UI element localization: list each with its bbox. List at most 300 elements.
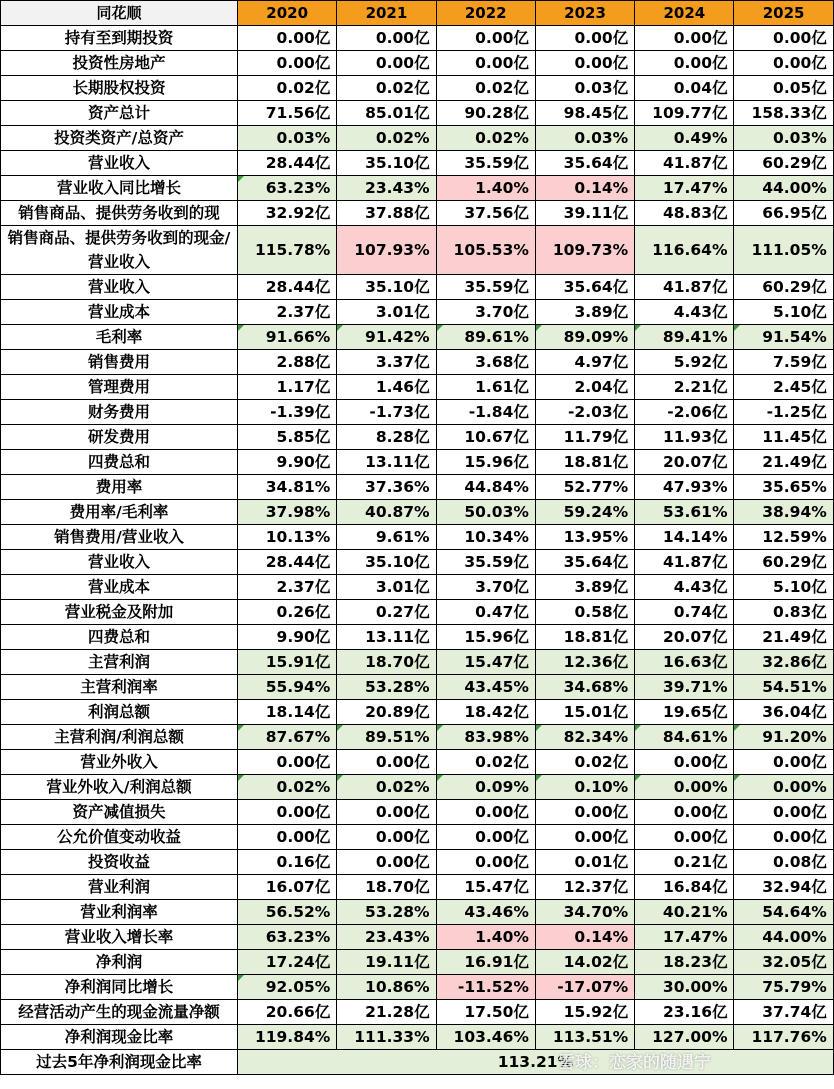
value-cell: 60.29亿 [734, 151, 833, 176]
table-row [1, 101, 834, 126]
value-cell: -1.73亿 [337, 400, 436, 425]
value-cell: 15.47亿 [436, 650, 535, 675]
value-cell: 16.84亿 [635, 875, 734, 900]
table-row [1, 201, 834, 226]
row-label: 营业收入 [1, 151, 238, 176]
value-cell: 90.28亿 [436, 101, 535, 126]
row-label: 营业收入 [1, 550, 238, 575]
value-cell: 0.00亿 [734, 800, 833, 825]
value-cell: 23.16亿 [635, 1000, 734, 1025]
table-row [1, 1025, 834, 1050]
table-row [1, 900, 834, 925]
table-row [1, 26, 834, 51]
table-row [1, 675, 834, 700]
value-cell: 40.21% [635, 900, 734, 925]
value-cell: 40.87% [337, 500, 436, 525]
value-cell: 0.10% [535, 775, 634, 800]
value-cell: 56.52% [238, 900, 337, 925]
table-row [1, 300, 834, 325]
value-cell: 28.44亿 [238, 275, 337, 300]
value-cell: 105.53% [436, 226, 535, 275]
value-cell: 113.51% [535, 1025, 634, 1050]
value-cell: -2.06亿 [635, 400, 734, 425]
value-cell: 37.56亿 [436, 201, 535, 226]
value-cell: 3.89亿 [535, 575, 634, 600]
value-cell: 23.43% [337, 176, 436, 201]
value-cell: 0.00亿 [337, 850, 436, 875]
row-label: 营业外收入/利润总额 [1, 775, 238, 800]
value-cell: 0.00亿 [635, 825, 734, 850]
value-cell: 98.45亿 [535, 101, 634, 126]
year-header: 2024 [635, 1, 734, 26]
value-cell: 2.37亿 [238, 575, 337, 600]
year-header: 2023 [535, 1, 634, 26]
value-cell: 3.89亿 [535, 300, 634, 325]
value-cell: 13.11亿 [337, 625, 436, 650]
value-cell: 111.33% [337, 1025, 436, 1050]
value-cell: 3.01亿 [337, 575, 436, 600]
value-cell: 39.71% [635, 675, 734, 700]
value-cell: 54.51% [734, 675, 833, 700]
row-label: 利润总额 [1, 700, 238, 725]
value-cell: 43.46% [436, 900, 535, 925]
value-cell: 18.23亿 [635, 950, 734, 975]
value-cell: 50.03% [436, 500, 535, 525]
value-cell: 0.58亿 [535, 600, 634, 625]
value-cell: 18.42亿 [436, 700, 535, 725]
value-cell: 0.00亿 [436, 26, 535, 51]
value-cell: 20.66亿 [238, 1000, 337, 1025]
value-cell: 15.01亿 [535, 700, 634, 725]
value-cell: 53.28% [337, 675, 436, 700]
row-label: 管理费用 [1, 375, 238, 400]
row-label: 营业利润率 [1, 900, 238, 925]
table-row [1, 875, 834, 900]
value-cell: 116.64% [635, 226, 734, 275]
year-header: 2021 [337, 1, 436, 26]
value-cell: 91.42% [337, 325, 436, 350]
table-row [1, 700, 834, 725]
value-cell: 0.00亿 [734, 750, 833, 775]
value-cell: 15.92亿 [535, 1000, 634, 1025]
value-cell: 34.81% [238, 475, 337, 500]
watermark: 雪球：恋家的随遇宁 [558, 1053, 711, 1073]
table-row [1, 725, 834, 750]
value-cell: 84.61% [635, 725, 734, 750]
value-cell: 19.65亿 [635, 700, 734, 725]
value-cell: 35.59亿 [436, 151, 535, 176]
value-cell: 17.24亿 [238, 950, 337, 975]
row-label: 净利润同比增长 [1, 975, 238, 1000]
value-cell: 3.70亿 [436, 300, 535, 325]
value-cell: 0.00亿 [436, 850, 535, 875]
value-cell: -11.52% [436, 975, 535, 1000]
value-cell: 0.00亿 [436, 51, 535, 76]
value-cell: 0.27亿 [337, 600, 436, 625]
value-cell: 18.81亿 [535, 450, 634, 475]
value-cell: 1.17亿 [238, 375, 337, 400]
row-label: 公允价值变动收益 [1, 825, 238, 850]
table-row [1, 325, 834, 350]
value-cell: 9.90亿 [238, 450, 337, 475]
value-cell: 17.50亿 [436, 1000, 535, 1025]
value-cell: 9.90亿 [238, 625, 337, 650]
value-cell: 2.04亿 [535, 375, 634, 400]
value-cell: 35.64亿 [535, 550, 634, 575]
row-label: 主营利润率 [1, 675, 238, 700]
value-cell: 0.00亿 [337, 51, 436, 76]
row-label: 营业收入增长率 [1, 925, 238, 950]
value-cell: 53.28% [337, 900, 436, 925]
value-cell: 5.85亿 [238, 425, 337, 450]
row-label: 投资性房地产 [1, 51, 238, 76]
value-cell: 15.47亿 [436, 875, 535, 900]
value-cell: 0.49% [635, 126, 734, 151]
corner-cell: 同花顺 [1, 1, 238, 26]
row-label: 销售商品、提供劳务收到的现 [1, 201, 238, 226]
row-label: 净利润 [1, 950, 238, 975]
value-cell: 0.00亿 [337, 800, 436, 825]
row-label: 营业成本 [1, 300, 238, 325]
value-cell: 11.79亿 [535, 425, 634, 450]
value-cell: 0.02% [337, 126, 436, 151]
value-cell: 0.00亿 [535, 800, 634, 825]
value-cell: 109.73% [535, 226, 634, 275]
table-row [1, 500, 834, 525]
value-cell: 10.13% [238, 525, 337, 550]
row-label: 四费总和 [1, 450, 238, 475]
value-cell: 3.70亿 [436, 575, 535, 600]
value-cell: 92.05% [238, 975, 337, 1000]
value-cell: 87.67% [238, 725, 337, 750]
row-label: 财务费用 [1, 400, 238, 425]
table-row [1, 425, 834, 450]
value-cell: 28.44亿 [238, 550, 337, 575]
row-label: 资产减值损失 [1, 800, 238, 825]
table-row [1, 375, 834, 400]
value-cell: 41.87亿 [635, 550, 734, 575]
value-cell: 0.02% [337, 775, 436, 800]
value-cell: 111.05% [734, 226, 833, 275]
value-cell: 2.37亿 [238, 300, 337, 325]
value-cell: -1.84亿 [436, 400, 535, 425]
value-cell: 35.10亿 [337, 151, 436, 176]
value-cell: 83.98% [436, 725, 535, 750]
value-cell: 0.02亿 [436, 750, 535, 775]
value-cell: 63.23% [238, 176, 337, 201]
row-label: 营业税金及附加 [1, 600, 238, 625]
value-cell: 89.09% [535, 325, 634, 350]
year-header: 2025 [734, 1, 833, 26]
summary-label: 过去5年净利润现金比率 [1, 1050, 238, 1075]
value-cell: 35.65% [734, 475, 833, 500]
value-cell: 0.02亿 [337, 76, 436, 101]
value-cell: 5.10亿 [734, 575, 833, 600]
row-label: 销售费用 [1, 350, 238, 375]
value-cell: 3.37亿 [337, 350, 436, 375]
value-cell: 13.11亿 [337, 450, 436, 475]
value-cell: 0.00% [635, 775, 734, 800]
value-cell: 0.21亿 [635, 850, 734, 875]
table-row [1, 550, 834, 575]
value-cell: 13.95% [535, 525, 634, 550]
value-cell: 0.00亿 [436, 825, 535, 850]
value-cell: 32.05亿 [734, 950, 833, 975]
value-cell: 18.70亿 [337, 650, 436, 675]
table-row [1, 950, 834, 975]
table-row [1, 176, 834, 201]
row-label: 长期股权投资 [1, 76, 238, 101]
value-cell: 34.70% [535, 900, 634, 925]
value-cell: 18.14亿 [238, 700, 337, 725]
table-row [1, 450, 834, 475]
value-cell: 47.93% [635, 475, 734, 500]
value-cell: 21.28亿 [337, 1000, 436, 1025]
value-cell: 75.79% [734, 975, 833, 1000]
table-row [1, 925, 834, 950]
value-cell: 16.63亿 [635, 650, 734, 675]
value-cell: 71.56亿 [238, 101, 337, 126]
value-cell: 0.14% [535, 925, 634, 950]
value-cell: -17.07% [535, 975, 634, 1000]
value-cell: 32.86亿 [734, 650, 833, 675]
value-cell: 35.64亿 [535, 151, 634, 176]
value-cell: 17.47% [635, 176, 734, 201]
value-cell: 9.61% [337, 525, 436, 550]
value-cell: 0.04亿 [635, 76, 734, 101]
value-cell: -1.25亿 [734, 400, 833, 425]
year-header: 2022 [436, 1, 535, 26]
value-cell: 1.40% [436, 925, 535, 950]
value-cell: 82.34% [535, 725, 634, 750]
value-cell: 19.11亿 [337, 950, 436, 975]
value-cell: 0.00亿 [635, 800, 734, 825]
value-cell: 0.00亿 [238, 51, 337, 76]
value-cell: 59.24% [535, 500, 634, 525]
row-label: 营业外收入 [1, 750, 238, 775]
table-row [1, 76, 834, 101]
table-row [1, 475, 834, 500]
value-cell: 0.00亿 [635, 750, 734, 775]
row-label: 持有至到期投资 [1, 26, 238, 51]
table-row [1, 800, 834, 825]
value-cell: 0.26亿 [238, 600, 337, 625]
value-cell: 35.10亿 [337, 275, 436, 300]
summary-row [1, 1050, 834, 1075]
table-row [1, 350, 834, 375]
value-cell: 1.61亿 [436, 375, 535, 400]
value-cell: 0.03% [734, 126, 833, 151]
row-label: 营业成本 [1, 575, 238, 600]
value-cell: 91.54% [734, 325, 833, 350]
value-cell: 0.00亿 [635, 26, 734, 51]
row-label: 营业收入 [1, 275, 238, 300]
value-cell: 38.94% [734, 500, 833, 525]
value-cell: 158.33亿 [734, 101, 833, 126]
table-row [1, 226, 834, 275]
row-label: 净利润现金比率 [1, 1025, 238, 1050]
year-header: 2020 [238, 1, 337, 26]
value-cell: 117.76% [734, 1025, 833, 1050]
value-cell: 89.41% [635, 325, 734, 350]
value-cell: 0.02% [436, 126, 535, 151]
value-cell: 11.93亿 [635, 425, 734, 450]
value-cell: 91.66% [238, 325, 337, 350]
value-cell: 37.36% [337, 475, 436, 500]
value-cell: 15.96亿 [436, 450, 535, 475]
value-cell: 107.93% [337, 226, 436, 275]
value-cell: 30.00% [635, 975, 734, 1000]
row-label: 营业收入同比增长 [1, 176, 238, 201]
value-cell: 37.74亿 [734, 1000, 833, 1025]
table-row [1, 151, 834, 176]
value-cell: 54.64% [734, 900, 833, 925]
value-cell: 20.07亿 [635, 625, 734, 650]
value-cell: 0.00% [734, 775, 833, 800]
value-cell: 0.00亿 [238, 26, 337, 51]
table-row [1, 575, 834, 600]
value-cell: 15.96亿 [436, 625, 535, 650]
value-cell: 20.89亿 [337, 700, 436, 725]
table-row [1, 126, 834, 151]
value-cell: 119.84% [238, 1025, 337, 1050]
value-cell: 12.37亿 [535, 875, 634, 900]
value-cell: 0.00亿 [238, 750, 337, 775]
value-cell: 66.95亿 [734, 201, 833, 226]
table-row [1, 525, 834, 550]
value-cell: 0.03% [238, 126, 337, 151]
table-row [1, 400, 834, 425]
value-cell: 11.45亿 [734, 425, 833, 450]
value-cell: 0.03亿 [535, 76, 634, 101]
value-cell: 28.44亿 [238, 151, 337, 176]
value-cell: 0.00亿 [535, 51, 634, 76]
value-cell: 0.00亿 [436, 800, 535, 825]
value-cell: 109.77亿 [635, 101, 734, 126]
value-cell: 60.29亿 [734, 275, 833, 300]
value-cell: -1.39亿 [238, 400, 337, 425]
value-cell: 37.88亿 [337, 201, 436, 226]
value-cell: 32.92亿 [238, 201, 337, 226]
value-cell: 53.61% [635, 500, 734, 525]
table-row [1, 750, 834, 775]
value-cell: 44.00% [734, 176, 833, 201]
row-label: 营业利润 [1, 875, 238, 900]
value-cell: 10.34% [436, 525, 535, 550]
value-cell: 12.59% [734, 525, 833, 550]
table-row [1, 625, 834, 650]
value-cell: 39.11亿 [535, 201, 634, 226]
value-cell: 89.61% [436, 325, 535, 350]
value-cell: 0.14% [535, 176, 634, 201]
value-cell: 0.00亿 [337, 750, 436, 775]
value-cell: 55.94% [238, 675, 337, 700]
value-cell: 37.98% [238, 500, 337, 525]
value-cell: 7.59亿 [734, 350, 833, 375]
value-cell: 103.46% [436, 1025, 535, 1050]
value-cell: 0.00亿 [238, 800, 337, 825]
value-cell: 60.29亿 [734, 550, 833, 575]
value-cell: 0.03% [535, 126, 634, 151]
value-cell: 0.00亿 [734, 825, 833, 850]
value-cell: 1.46亿 [337, 375, 436, 400]
value-cell: 18.81亿 [535, 625, 634, 650]
value-cell: 41.87亿 [635, 275, 734, 300]
row-label: 主营利润/利润总额 [1, 725, 238, 750]
row-label: 毛利率 [1, 325, 238, 350]
value-cell: 4.97亿 [535, 350, 634, 375]
value-cell: -2.03亿 [535, 400, 634, 425]
value-cell: 36.04亿 [734, 700, 833, 725]
value-cell: 5.92亿 [635, 350, 734, 375]
value-cell: 0.00亿 [535, 26, 634, 51]
value-cell: 3.68亿 [436, 350, 535, 375]
value-cell: 0.08亿 [734, 850, 833, 875]
value-cell: 0.00亿 [337, 825, 436, 850]
value-cell: 18.70亿 [337, 875, 436, 900]
row-label: 费用率/毛利率 [1, 500, 238, 525]
row-label: 销售商品、提供劳务收到的现金/营业收入 [1, 226, 238, 275]
table-row [1, 650, 834, 675]
value-cell: 17.47% [635, 925, 734, 950]
value-cell: 0.02亿 [238, 76, 337, 101]
value-cell: 0.00亿 [734, 51, 833, 76]
value-cell: 0.02% [238, 775, 337, 800]
value-cell: 0.00亿 [337, 26, 436, 51]
value-cell: 0.00亿 [535, 825, 634, 850]
value-cell: 43.45% [436, 675, 535, 700]
row-label: 费用率 [1, 475, 238, 500]
table-row [1, 975, 834, 1000]
value-cell: 0.01亿 [535, 850, 634, 875]
value-cell: 3.01亿 [337, 300, 436, 325]
value-cell: 52.77% [535, 475, 634, 500]
table-row [1, 850, 834, 875]
table-row [1, 775, 834, 800]
value-cell: 89.51% [337, 725, 436, 750]
value-cell: 63.23% [238, 925, 337, 950]
value-cell: 2.45亿 [734, 375, 833, 400]
value-cell: 0.47亿 [436, 600, 535, 625]
row-label: 四费总和 [1, 625, 238, 650]
table-row [1, 600, 834, 625]
value-cell: 35.64亿 [535, 275, 634, 300]
header-row [1, 1, 834, 26]
value-cell: 0.09% [436, 775, 535, 800]
table-row [1, 825, 834, 850]
table-row [1, 275, 834, 300]
value-cell: 0.00亿 [734, 26, 833, 51]
value-cell: 16.91亿 [436, 950, 535, 975]
value-cell: 48.83亿 [635, 201, 734, 226]
row-label: 主营利润 [1, 650, 238, 675]
value-cell: 0.00亿 [635, 51, 734, 76]
value-cell: 10.67亿 [436, 425, 535, 450]
row-label: 投资收益 [1, 850, 238, 875]
value-cell: 21.49亿 [734, 625, 833, 650]
value-cell: 2.88亿 [238, 350, 337, 375]
value-cell: 91.20% [734, 725, 833, 750]
value-cell: 5.10亿 [734, 300, 833, 325]
value-cell: 0.02亿 [436, 76, 535, 101]
value-cell: 0.02亿 [535, 750, 634, 775]
row-label: 研发费用 [1, 425, 238, 450]
value-cell: 14.02亿 [535, 950, 634, 975]
value-cell: 15.91亿 [238, 650, 337, 675]
row-label: 经营活动产生的现金流量净额 [1, 1000, 238, 1025]
table-row [1, 1000, 834, 1025]
value-cell: 14.14% [635, 525, 734, 550]
